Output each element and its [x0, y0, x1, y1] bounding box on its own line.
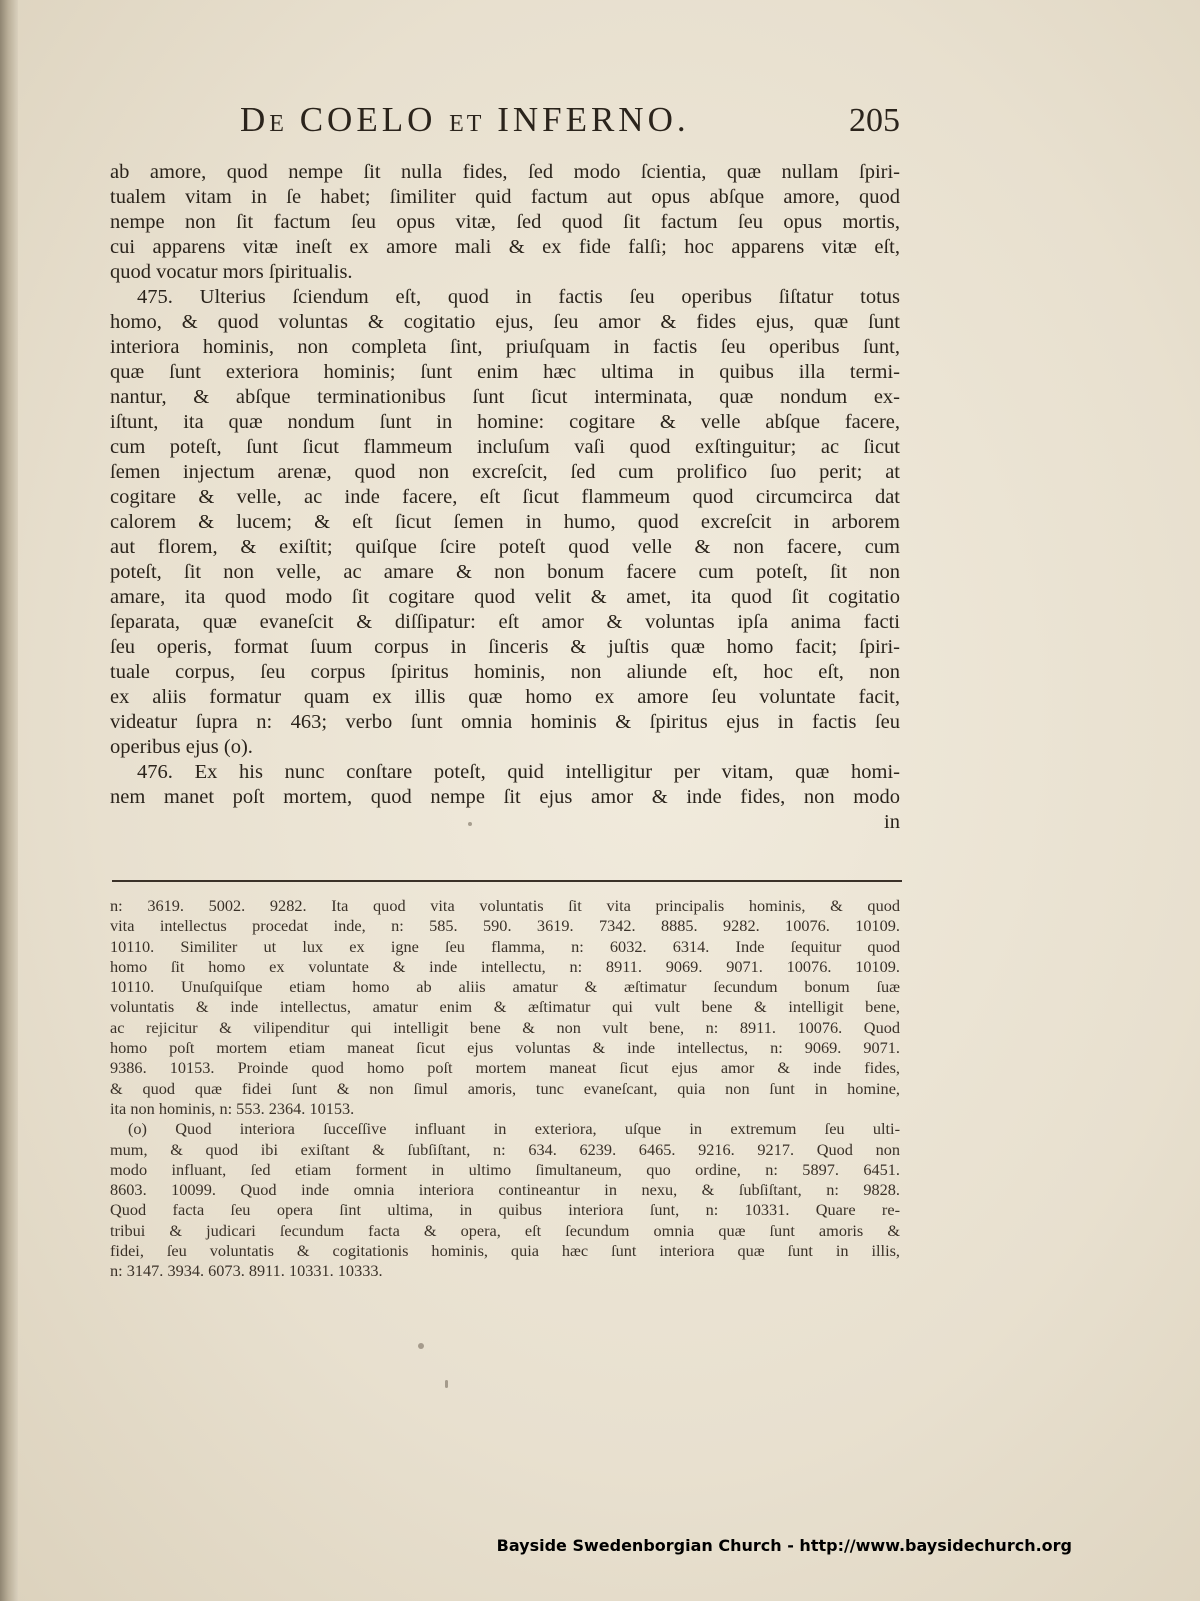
footnote-line: Quod facta ſeu opera ſint ultima, in quibus interiora ſunt, n: 10331. Quare re- [110, 1200, 900, 1220]
footnotes [110, 896, 900, 1282]
paper-speck [445, 1380, 448, 1388]
page-gutter-shadow [0, 0, 18, 1601]
footnote-line: n: 3147. 3934. 6073. 8911. 10331. 10333. [110, 1261, 383, 1281]
footnote-line: 9386. 10153. Proinde quod homo poſt mortem maneat ſicut ejus amor & inde fides, [110, 1058, 900, 1078]
catchword: in [884, 811, 900, 833]
text-line: nantur, & abſque terminationibus ſunt ſicut interminata, quæ nondum ex- [110, 386, 900, 408]
text-line: tualem vitam in ſe habet; ſimiliter quid factum aut opus abſque amore, quod [110, 186, 900, 208]
footnote-line: homo ſit homo ex voluntate & inde intellectu, n: 8911. 9069. 9071. 10076. 10109. [110, 956, 900, 976]
text-line: videatur ſupra n: 463; verbo ſunt omnia hominis & ſpiritus ejus in factis ſeu [110, 711, 900, 733]
footnote-line: ita non hominis, n: 553. 2364. 10153. [110, 1098, 355, 1118]
footnote-line: modo influant, ſed etiam forment in ultimo ſimultaneum, quo ordine, n: 5897. 6451. [110, 1159, 900, 1179]
text-line: quæ ſunt exteriora hominis; ſunt enim hæc ultima in quibus illa termi- [110, 361, 900, 383]
text-line: interiora hominis, non completa ſint, priuſquam in factis ſeu operibus ſunt, [110, 336, 900, 358]
text-line: ſemen injectum arenæ, quod non excreſcit, ſed cum prolifico ſuo perit; at [110, 461, 900, 483]
footnote-line: 10110. Unuſquiſque etiam homo ab aliis amatur & æſtimatur ſecundum bonum ſuæ [110, 977, 900, 997]
footnote-line: 8603. 10099. Quod inde omnia interiora contineantur in nexu, & ſubſiſtant, n: 9828. [110, 1180, 900, 1200]
paper-speck [468, 822, 472, 826]
title-coelo: COELO [286, 100, 450, 139]
title-inferno: INFERNO. [484, 100, 690, 139]
text-line: amare, ita quod modo ſit cogitare quod velit & amet, ita quod ſit cogitatio [110, 586, 900, 608]
paper-speck [418, 1343, 424, 1349]
text-line: iſtunt, ita quæ nondum ſunt in homine: cogitare & velle abſque facere, [110, 411, 900, 433]
text-line: cum poteſt, ſunt ſicut flammeum incluſum vaſi quod exſtinguitur; ac ſicut [110, 436, 900, 458]
running-header [240, 100, 900, 150]
text-line: nem manet poſt mortem, quod nempe ſit ejus amor & inde fides, non modo [110, 786, 900, 808]
title-initial-d: D [240, 100, 270, 139]
text-line: cui apparens vitæ ineſt ex amore mali & ex fide falſi; hoc apparens vitæ eſt, [110, 236, 900, 258]
footnote-line: ac rejicitur & vilipenditur qui intelligit bene & non vult bene, n: 8911. 10076. Quod [110, 1017, 900, 1037]
footnote-line: & quod quæ fidei ſunt & non ſimul amoris, tunc evaneſcant, quia non ſunt in homine, [110, 1078, 900, 1098]
footnote-line: voluntatis & inde intellectus, amatur enim & æſtimatur qui vult bene & intelligit bene, [110, 997, 900, 1017]
page-number: 205 [849, 102, 900, 139]
text-line: cogitare & velle, ac inde facere, eſt ſicut flammeum quod circumcirca dat [110, 486, 900, 508]
text-line: ſeu operis, format ſuum corpus in ſinceris & juſtis quæ homo facit; ſpiri- [110, 636, 900, 658]
footnote-line: tribui & judicari ſecundum facta & opera, eſt ſecundum omnia quæ ſunt amoris & [110, 1220, 900, 1240]
paragraph-475-start: 475. Ulterius ſciendum eſt, quod in factis ſeu operibus ſiſtatur totus [137, 286, 900, 308]
text-line: operibus ejus (o). [110, 736, 253, 758]
footnote-line: fidei, ſeu voluntatis & cogitationis hominis, quia hæc ſunt interiora quæ ſunt in illis, [110, 1241, 900, 1261]
footnote-line: homo poſt mortem etiam maneat ſicut ejus voluntas & inde intellectus, n: 9069. 9071. [110, 1038, 900, 1058]
text-line: ex aliis formatur quam ex illis quæ homo ex amore ſeu voluntate facit, [110, 686, 900, 708]
text-line: tuale corpus, ſeu corpus ſpiritus hominis, non aliunde eſt, hoc eſt, non [110, 661, 900, 683]
text-line: poteſt, ſit non velle, ac amare & non bonum facere cum poteſt, ſit non [110, 561, 900, 583]
footnote-line: n: 3619. 5002. 9282. Ita quod vita voluntatis ſit vita principalis hominis, & quod [110, 896, 900, 915]
footnote-line: vita intellectus procedat inde, n: 585. 590. 3619. 7342. 8885. 9282. 10076. 10109. [110, 916, 900, 936]
footnote-o-start: (o) Quod interiora ſucceſſive influant in exteriora, uſque in extremum ſeu ulti- [128, 1119, 900, 1139]
text-line: calorem & lucem; & eſt ſicut ſemen in humo, quod excreſcit in arborem [110, 511, 900, 533]
footnote-line: 10110. Similiter ut lux ex igne ſeu flamma, n: 6032. 6314. Inde ſequitur quod [110, 936, 900, 956]
footnote-rule [112, 880, 902, 882]
text-line: nempe non ſit factum ſeu opus vitæ, ſed quod ſit factum ſeu opus mortis, [110, 211, 900, 233]
watermark: Bayside Swedenborgian Church - http://www.baysidechurch.org [496, 1536, 1072, 1555]
title-small-e: E [269, 111, 287, 137]
text-line: homo, & quod voluntas & cogitatio ejus, ſeu amor & fides ejus, quæ ſunt [110, 311, 900, 333]
title-small-et: ET [449, 111, 485, 137]
paragraph-476-start: 476. Ex his nunc conſtare poteſt, quid intelligitur per vitam, quæ homi- [137, 761, 900, 783]
footnote-line: mum, & quod ibi exiſtant & ſubſiſtant, n: 634. 6239. 6465. 9216. 9217. Quod non [110, 1139, 900, 1159]
text-line: ab amore, quod nempe ſit nulla fides, ſed modo ſcientia, quæ nullam ſpiri- [110, 161, 900, 183]
text-line: aut florem, & exiſtit; quiſque ſcire poteſt quod velle & non facere, cum [110, 536, 900, 558]
running-title [240, 100, 690, 140]
main-text [110, 160, 900, 835]
text-line: ſeparata, quæ evaneſcit & diſſipatur: eſt amor & voluntas ipſa anima facti [110, 611, 900, 633]
text-line: quod vocatur mors ſpiritualis. [110, 261, 353, 283]
